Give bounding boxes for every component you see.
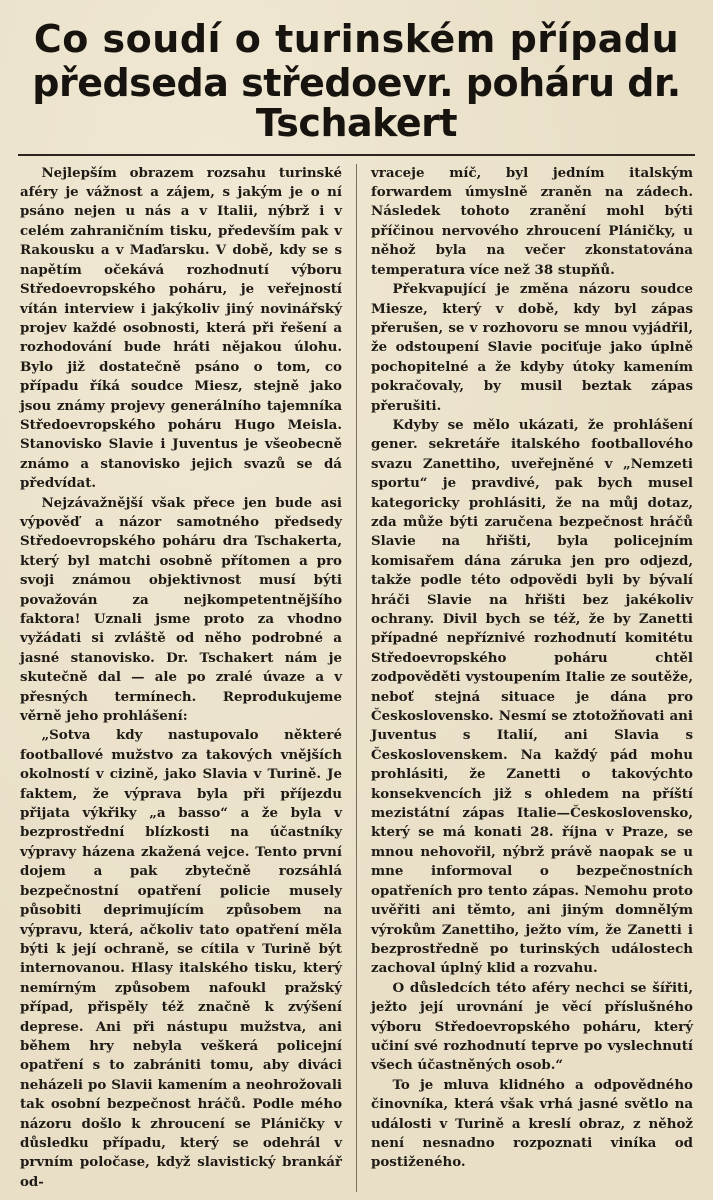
paragraph: „Sotva kdy nastupovalo některé footballové mužstvo za takových vnějších okolností v cizině, jako Slavia v Turině. Je faktem, že výprava byla při příjezdu přijata výkřiky „a basso“ a že byla v bezprostřední blízkosti na účastníky výpravy házena zkažená vejce. Tento první dojem a pak zbytečně rozsáhlá bezpečnostní opatření policie musely působiti deprimujícím způsobem na výpravu, která, ačkoliv tato opatření měla býti k její ochraně, se cítila v Turině být internovanou. Hlasy italského tisku, který nemírným způsobem nafoukl pražský případ, přispěly též značně k zvýšení depresе. Ani při nástupu mužstva, ani během hry nebyla veškerá policejní opatření s to zabrániti tomu, aby diváci neházeli po Slavii kamením a neohrožovali tak osobní bezpečnost hráčů. Podle mého názoru došlo k zhroucení se Pláničky v důsledku případu, který se odehrál v prvním poločase, když slavistický brankář od- [20,727,342,1190]
article-columns [14,164,699,1193]
column-divider [356,164,357,1193]
headline-rule [18,154,695,156]
left-column [20,164,342,1193]
paragraph: Nejlepším obrazem rozsahu turinské aféry je vážnost a zájem, s jakým je o ní psáno nejen u nás a v Italii, nýbrž i v celém zahraničním tisku, především pak v Rakousku a v Maďarsku. V době, kdy se s napětím očekává rozhodnutí výboru Středoevropského poháru, je veřejností vítán interview i jakýkoliv jiný novinářský projev každé osobnosti, která při řešení a rozhodování bude hráti nějakou úlohu. Bylo již dostatečně psáno o tom, co případu říká soudce Miesz, stejně jako jsou známy projevy generálního tajemníka Středoevropského poháru Hugo Meisla. Stanovisko Slavie i Juventus je všeobecně známo a stanovisko jejich svazů se dá předvídat. [20,164,342,492]
right-column [371,164,693,1193]
headline [14,17,699,145]
paragraph: O důsledcích této aféry nechci se šířiti, ježto její urovnání je věcí příslušného výboru Středoevropského poháru, který učiní své rozhodnutí teprve po vyslechnutí všech účastněných osob.“ [371,979,693,1074]
headline-line-1: Co soudí o turinském případu [33,17,680,61]
headline-line-2: předseda středoevr. poháru dr. Tschakert [32,60,681,145]
paragraph: Kdyby se mělo ukázati, že prohlášení gener. sekretáře italského footballového svazu Zanettiho, uveřejněné v „Nemzeti sportu“ je pravdivé, pak bych musel kategoricky prohlásiti, že na můj dotaz, zda může býti zaručena bezpečnost hráčů Slavie na hřišti, byla policejním komisařem dána záruka jen pro odjezd, takže podle této odpovědi byli by bývalí hráči Slavie na hřišti bez jakékoliv ochrany. Divil bych se též, že by Zanetti případné nepříznivé rozhodnutí komitétu Středoevropského poháru chtěl zodpověděti vystoupením Italie ze soutěže, neboť stejná situace je dána pro Československo. Nesmí se ztotožňovati ani Juventus s Italií, ani Slavia s Československem. Na každý pád mohu prohlásiti, že Zanetti o takovýchto konsekvencích již s ohledem na příští mezistátní zápas Italie—Československo, který se má konati 28. října v Praze, se mnou nehovořil, nýbrž právě naopak se u mne informoval o bezpečnostních opatřeních pro tento zápas. Nemohu proto uvěřiti ani těmto, ani jiným domnělým výrokům Zanettiho, ježto vím, že Zanetti i bezprostředně po turinských událostech zachoval úplný klid a rozvahu. [371,416,693,977]
paragraph: Překvapující je změna názoru soudce Miesze, který v době, kdy byl zápas přerušen, se v rozhovoru se mnou vyjádřil, že odstoupení Slavie pociťuje jako úplně pochopitelné a že kdyby útoky kamením pokračovaly, by musil beztak zápas přerušiti. [371,281,693,414]
paragraph: Nejzávažnější však přece jen bude asi výpověď a názor samotného předsedy Středoevropského poháru dra Tschakerta, který byl matchi osobně přítomen a pro svoji známou objektivnost musí býti považován za nejkompetentnějšího faktora! Uznali jsme proto za vhodno vyžádati si zvláště od něho podrobné a jasné stanovisko. Dr. Tschakert nám je skutečně dal — ale po zralé úvaze a v přesných termínech. Reprodukujeme věrně jeho prohlášení: [20,494,342,725]
paragraph: vraceje míč, byl jedním italským forwardem úmyslně zraněn na zádech. Následek tohoto zranění mohl býti příčinou nervového zhroucení Pláničky, u něhož byla na večer zkonstatována temperatura více než 38 stupňů. [371,164,693,278]
paragraph: To je mluva klidného a odpovědného činovníka, která však vrhá jasné světlo na události v Turině a kreslí obraz, z něhož není nesnadno rozpoznati viníka od postiženého. [371,1076,693,1171]
